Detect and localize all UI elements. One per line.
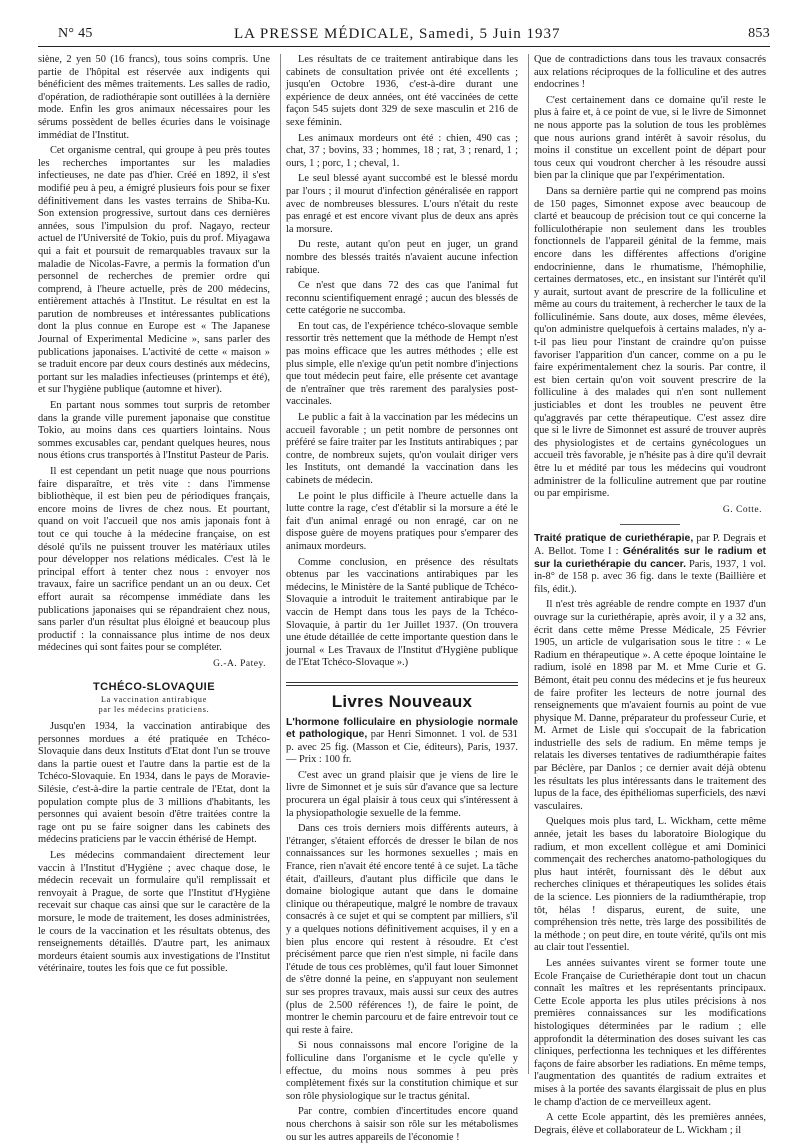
book-authors: par P. Degrais et A. Bellot. Tome I : (534, 533, 767, 557)
column-divider (280, 54, 281, 1074)
header-rule (38, 46, 770, 47)
paragraph: A cette Ecole appartint, dès les premières années, Degrais, élève et collaborateur de L. Wickham ; il (534, 1112, 766, 1136)
section-title: TCHÉCO-SLOVAQUIE (92, 680, 216, 693)
section-subtitle-line: La vaccination antirabique (100, 695, 208, 705)
paragraph: Par contre, combien d'incertitudes encore quand nous cherchons à saisir son rôle sur les métabolismes ou sur les autres appareils de l'économie ! (286, 1106, 518, 1143)
signature: G. Cotte. (722, 504, 762, 515)
book-entry (534, 533, 766, 596)
book-title: L'hormone folliculaire en physiologie normale et pathologique, (286, 716, 518, 741)
paragraph: En tout cas, de l'expérience tchéco-slovaque semble ressortir très nettement que la méthode de Hempt n'est pas moins efficace que les autres méthodes ; elle est plus simple, elle n'exige qu'un petit nombre d'injections que tout médecin peut faire, elle présente cet avantage de n'entraîner que très rarement des paralysies post-vaccinales. (286, 320, 518, 408)
paragraph: Le public a fait à la vaccination par les médecins un accueil favorable ; un petit nombre de personnes ont préféré se faire traiter par les Instituts antirabiques ; par contre, de nombreux sujets, qu'on voulait diriger vers les Instituts, ont demandé la vaccination dans les cabinets de médecin. (286, 412, 518, 486)
paragraph: Le point le plus difficile à l'heure actuelle dans la lutte contre la rage, c'est d'établir si la morsure a été le fait d'un animal enragé ou non enragé, car on ne dispose guère de moyens pratiques pour s'emparer des animaux mordeurs. (286, 490, 518, 552)
paragraph: C'est avec un grand plaisir que je viens de lire le livre de Simonnet et je suis sûr d'avance que sa lecture procurera un égal plaisir à tous ceux qui s'intéressent à la physiopathologie sexuelle de la femme. (286, 769, 518, 819)
signature: G.-A. Patey. (213, 658, 266, 669)
paragraph: Si nous connaissons mal encore l'origine de la folliculine dans l'organisme et le cycle qu'elle y effectue, du moins nous sommes à peu près complètement fixés sur la constitution chimique et sur son rôle physiologique sur le tractus génital. (286, 1040, 518, 1102)
paragraph: Dans sa dernière partie qui ne comprend pas moins de 150 pages, Simonnet expose avec beaucoup de clarté et beaucoup de précision tout ce qui concerne la folliculothérapie non seulement dans les troubles fonctionnels de l'appareil génital de la femme, mais encore dans les différentes affections d'origine endocrinienne, dans le rhumatisme, l'hémophilie, certaines dermatoses, etc., en insistant sur l'intérêt qu'il y aurait, surtout avant de prescrire de la folliculine et même au cours du traitement, à rechercher le taux de la folliculinémie. Sans doute, aux doses, même élevées, qu'on administre quelquefois à certains malades, n'y a-t-il pas lieu pour l'instant de craindre qu'on puisse favoriser l'apparition d'un cancer, comme on a pu le faire expérimentalement chez la souris. Par contre, il est bien certain qu'on voit souvent prescrire de la folliculine à des malades qui n'en sont nullement justiciables et dont les troubles ne peuvent être qu'aggravés par cette thérapeutique. C'est assez dire que si le livre de Simonnet est assuré de trouver auprès des physiologistes et de certains gynécologues un accueil très favorable, je n'hésite pas à dire qu'il devrait être lu et médité par tous les médecins qui voudront administrer de la folliculine autrement que par routine ou par empirisme. (534, 185, 766, 500)
paragraph: Jusqu'en 1934, la vaccination antirabique des personnes mordues a été pratiquée en Tchéco-Slovaquie dans deux Instituts d'Etat dont l'un se trouve dans la partie ouest et l'autre dans la partie est de la Tchéco-Slovaquie. En 1934, dans le pays de Moravie-Silésie, c'est-à-dire la partie centrale de l'Etat, dont la population compte plus de 3 millions d'habitants, les personnes qui avaient besoin d'être traitées contre la rage ont pu se faire soigner dans les cabinets des médecins praticiens par le vaccin éthérisé de Hempt. (38, 721, 270, 846)
paragraph: Les résultats de ce traitement antirabique dans les cabinets de consultation privée ont été excellents ; jusqu'en Octobre 1936, c'est-à-dire durant une expérience de deux années, ont été vaccinées de cette façon 545 sujets dont 329 de sexe masculin et 216 de sexe féminin. (286, 54, 518, 128)
book-reference: Paris, 1937, 1 vol. in-8° de 158 p. avec 36 fig. dans le texte (Baillière et fils, édit.). (534, 558, 766, 595)
column-3 (534, 54, 767, 1136)
paragraph: Il est cependant un petit nuage que nous pourrions faire disparaître, et très vite : dans l'immense bibliothèque, il est bien peu de périodiques français, encore moins de livres de chez nous. Et pourtant, quand on voit l'accueil que nos amis japonais font à tout ce qui touche à la médecine française, on est désolé qu'ils ne puissent trouver les matériaux utiles pour développer nos relations médicales. C'est là le principal effort à tenter chez nous : envoyer nos travaux, faire un sacrifice pendant un an ou deux. Cet effort aurait sa récompense immédiate dans les publications japonaises qui se répandraient chez nous, sans parler d'un résultat plus éloigné et beaucoup plus productif : la connaissance plus intime de nos deux médecines qui sont faites pour se compléter. (38, 466, 270, 654)
book-entry (286, 717, 518, 767)
journal-title: LA PRESSE MÉDICALE, Samedi, 5 Juin 1937 (234, 26, 561, 42)
column-divider (528, 54, 529, 1074)
page-header (38, 26, 770, 46)
separator-rule (620, 524, 680, 525)
paragraph: Du reste, autant qu'on peut en juger, un grand nombre des blessés traités n'avaient aucune infection rabique. (286, 239, 518, 276)
book-reference: par Henri Simonnet. 1 vol. de 531 p. avec 25 fig. (Masson et Cie, éditeurs), Paris, 1937. — Prix : 100 fr. (286, 729, 518, 766)
paragraph: Dans ces trois derniers mois différents auteurs, à l'étranger, s'étaient efforcés de dresser le bilan de nos connaissances sur les hormones sexuelles ; mais en France, rien n'avait été encore tenté à ce sujet. La tâche était, d'ailleurs, d'autant plus difficile que dans le domaine biologique autant que dans le domaine clinique ou thérapeutique, malgré le nombre de travaux consacrés à ce sujet et qui se comptent par milliers, s'il y a quelques notions définitivement acquises, il y en a bien plus encore qui restent à résoudre. Et c'est précisément parce que rien n'est simple, ni facile dans l'étude de tous ces problèmes, qu'il faut louer Simonnet de s'être donné la peine, en s'appuyant non seulement sur ses propres travaux, mais aussi sur ceux des autres (plus de 2.500 références !), de faire le point, de montrer le chemin parcouru et de faire entrevoir tout ce qui reste à faire. (286, 823, 518, 1036)
paragraph: Ce n'est que dans 72 des cas que l'animal fut reconnu scientifiquement enragé ; aucun des blessés de cette catégorie ne succomba. (286, 280, 518, 317)
column-1 (38, 54, 270, 1074)
paragraph: Le seul blessé ayant succombé est le blessé mordu par l'ours ; il mourut d'infection généralisée en rapport avec de nombreuses blessures. L'ours n'était du reste pas enragé et est encore vivant plus de deux ans après la morsure. (286, 173, 518, 235)
paragraph: Comme conclusion, en présence des résultats obtenus par les vaccinations antirabiques par les médecins, le Ministère de la Santé publique de Tchéco-Slovaquie a introduit le traitement antirabique par le vaccin de Hempt dans tous les pays de la Tchéco-Slovaquie, à partir du 1er Juillet 1937. (On trouvera une étude détaillée de cette importante question dans le journal « Les Travaux de l'Institut d'Hygiène publique de l'Etat Tchéco-Slovaque ».) (286, 556, 518, 669)
paragraph: Quelques mois plus tard, L. Wickham, cette même année, jetait les bases du laboratoire Biologique du radium, et mon excellent collègue et ami Dominici commençait des recherches anatomo-pathologiques du plus haut intérêt, fournissant dès le début aux recherches cliniques et thérapeutiques les solides étais de la science. Les pionniers de la radiumthérapie, trop tôt, hélas ! disparus, eurent, de suite, une compréhension très nette, très large des possibilités de la méthode ; on peut dire, en toute vérité, qu'ils ont mis au clair tout l'essentiel. (534, 816, 766, 954)
page-number: 853 (748, 26, 770, 41)
section-subtitle-line: par les médecins praticiens. (98, 705, 210, 715)
paragraph: En partant nous sommes tout surpris de retomber dans la grande ville purement japonaise que constitue Tokio, au moins dans ces quartiers lointains. Nous sommes excusables car, pendant quelques heures, nous nous étions crus transportés à l'Institut Pasteur de Paris. (38, 400, 270, 462)
paragraph: Les animaux mordeurs ont été : chien, 490 cas ; chat, 37 ; bovins, 33 ; hommes, 18 ; rat, 3 ; renard, 1 ; ours, 1 ; porc, 1 ; cheval, 1. (286, 132, 518, 169)
column-2 (286, 54, 518, 1143)
paragraph: siène, 2 yen 50 (16 francs), tous soins compris. Une partie de l'hôpital est réservée aux indigents qui bénéficient des mêmes traitements. Les salles de radio, d'opération, de radiothérapie sont outillées à la dernière mode. Enfin les gros animaux nécessaires pour les sérums possèdent de belles écuries dans le voisinage immédiat de l'Institut. (38, 54, 270, 141)
paragraph: Les années suivantes virent se former toute une Ecole Française de Curiethérapie dont tout un chacun connaît les maîtres et les représentants principaux. Cette Ecole apporta les plus utiles précisions à nos premières connaissances sur les modifications histologiques déterminées par le radium ; elle approfondit la détermination des doses suivant les cas cliniques, perfectionna les techniques et les différentes façons de faire absorber les radiations. En même temps, l'augmentation des quantités de radium extraites et mises à la portée des savants élargissait de plus en plus le champ d'action de ce merveilleux agent. (534, 957, 766, 1108)
section-subtitle (38, 695, 270, 715)
paragraph: Il n'est très agréable de rendre compte en 1937 d'un ouvrage sur la curiethérapie, après avoir, il y a 32 ans, écrit dans cette même Presse Médicale, 25 Février 1905, un article de vulgarisation sous le titre : « Le Radium en thérapeutique ». A cette époque lointaine le radium, isolé en 1898 par M. et Mme Curie et G. Bémont, était peu connu des médecins et je fus heureux de faire profiter les lecteurs de notre journal des renseignements que m'avaient fournis au point de vue physique M. Danne, préparateur du professeur Curie, et M. Armet de Lisle qui s'occupait de la fabrication industrielle des sels de radium. En même temps je relatais les diverses tentatives de radiumthérapie faites par Béclère, par Danlos ; ce dernier avait déjà obtenu les résultats les plus intéressants dans le traitement des lupus de la face, des épithéliomas superficiels, des nævi vasculaires. (534, 599, 766, 812)
book-title: Traité pratique de curiethérapie, (534, 533, 694, 545)
paragraph: Que de contradictions dans tous les travaux consacrés aux relations réciproques de la folliculine et des autres endocrines ! (534, 54, 766, 91)
paragraph: C'est certainement dans ce domaine qu'il reste le plus à faire et, à ce point de vue, si le livre de Simonnet ne nous apporte pas la solution de tous les problèmes que nous aurions grand intérêt à savoir résolus, du moins il constitue un excellent point de départ pour tous ceux qui voudront chercher à les résoudre aussi bien par la clinique que par l'expérimentation. (534, 94, 766, 182)
paragraph: Cet organisme central, qui groupe à peu près toutes les recherches importantes sur les maladies infectieuses, ne date pas d'hier. Créé en 1892, il s'est modifié peu à peu, a émigré plusieurs fois pour se fixer définitivement dans les vastes terrains de Shiba-Ku. Son extension progressive, surtout dans ces dernières années, sous l'impulsion du prof. Nagayo, recteur actuel de l'Université de Tokio, puis du prof. Miyagawa qui a fait et poursuit de remarquables travaux sur la maladie de Nicolas-Favre, a permis la formation d'un personnel de recherches de premier ordre qui comprend, à l'heure actuelle, près de 200 médecins, entièrement attachés à l'Institut. Le résultat en est la parution de nombreuses et intéressantes publications dont la plus connue en Europe est « The Japanese Journal of Experimental Medicine », sans parler des publications japonaises. L'activité de cette « maison » se traduit encore par deux cours destinés aux médecins, portant sur les maladies infectieuses (printemps et été), et sur l'hygiène publique (automne et hiver). (38, 145, 270, 396)
paragraph: Les médecins commandaient directement leur vaccin à l'Institut d'Hygiène ; avec chaque dose, le médecin recevait un formulaire qu'il remplissait et renvoyait à Prague, de sorte que l'Institut d'Hygiène recevait sur chaque cas ainsi que sur le caractère de la morsure, le mode de traitement, les doses administrées, le cours de la vaccination et les résultats obtenus, des renseignements détaillés. D'autre part, les animaux mordeurs étaient soumis aux investigations de l'Institut vétérinaire, toutes les fois que ce fut possible. (38, 850, 270, 975)
book-subtitle: Généralités sur le radium et sur la curiethérapie du cancer. (534, 545, 766, 570)
issue-number: N° 45 (58, 26, 93, 41)
section-rule (286, 682, 518, 686)
section-heading-livres: Livres Nouveaux (331, 691, 473, 711)
